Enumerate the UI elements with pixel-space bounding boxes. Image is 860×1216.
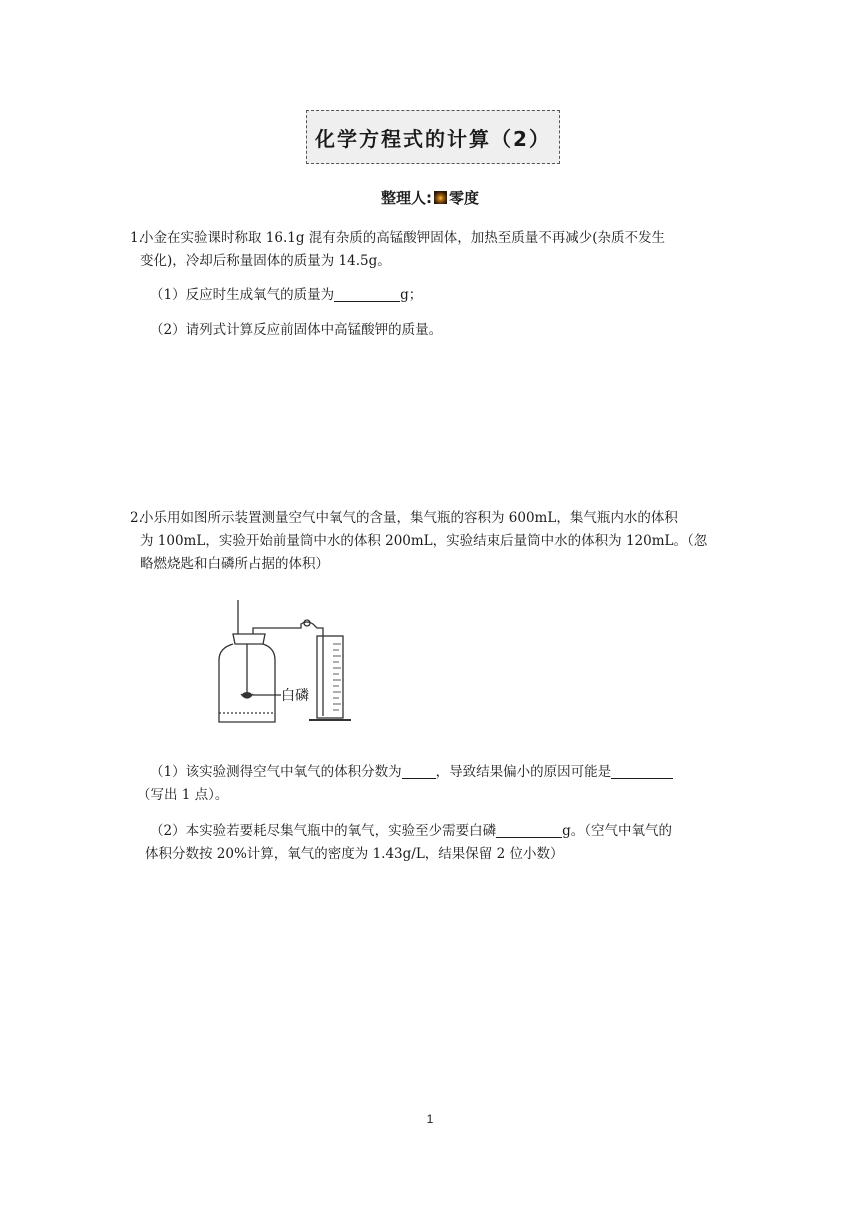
question-1-line-1: 小金在实验课时称取 16.1g 混有杂质的高锰酸钾固体，加热至质量不再减少(杂质不发生 <box>140 230 666 246</box>
question-2 <box>130 507 730 576</box>
organizer-name: 零度 <box>448 189 479 207</box>
question-2-line-1: 小乐用如图所示装置测量空气中氧气的含量，集气瓶的容积为 600mL，集气瓶内水的体积 <box>140 510 678 526</box>
figure-label-white-phosphorus: 白磷 <box>281 688 309 704</box>
question-1-sub-1 <box>150 284 740 307</box>
page-title: 化学方程式的计算（2） <box>315 126 551 151</box>
q2-sub2-post: g。（空气中氧气的 <box>562 823 672 839</box>
question-2-sub-1-line-2 <box>137 784 727 807</box>
question-1 <box>130 227 730 273</box>
q2-sub1-line2: （写出 1 点）。 <box>137 787 229 803</box>
question-2-line-3: 略燃烧匙和白磷所占据的体积） <box>140 556 329 572</box>
experiment-apparatus-figure <box>205 598 365 728</box>
q1-sub1-unit: g； <box>400 287 423 303</box>
q2-sub1-mid: ，导致结果偏小的原因可能是 <box>435 764 612 780</box>
question-2-sub-1 <box>150 761 740 784</box>
question-2-number: 2. <box>130 510 143 526</box>
question-1-sub-2 <box>150 319 740 342</box>
question-2-sub-2 <box>150 820 740 843</box>
q2-sub2-answer-blank[interactable] <box>496 823 562 838</box>
q2-sub1-answer-blank-2[interactable] <box>611 764 673 779</box>
question-1-number: 1. <box>130 230 143 246</box>
q1-sub2-text: （2）请列式计算反应前固体中高锰酸钾的质量。 <box>150 322 443 338</box>
organizer-prefix: 整理人: <box>380 189 432 207</box>
page-number: 1 <box>426 1112 434 1126</box>
organizer-avatar-icon <box>434 191 447 204</box>
question-2-line-2: 为 100mL，实验开始前量筒中水的体积 200mL，实验结束后量筒中水的体积为 120mL。（忽 <box>140 533 708 549</box>
organizer-line <box>0 187 860 208</box>
q2-sub1-answer-blank-1[interactable] <box>402 764 436 779</box>
q2-sub2-line2: 体积分数按 20%计算，氧气的密度为 1.43g/L，结果保留 2 位小数） <box>145 846 564 862</box>
question-2-sub-2-line-2 <box>145 843 735 866</box>
q2-sub2-text: （2）本实验若要耗尽集气瓶中的氧气，实验至少需要白磷 <box>150 823 497 839</box>
q1-sub1-text: （1）反应时生成氧气的质量为 <box>150 287 335 303</box>
title-box <box>306 110 560 164</box>
question-1-line-2: 变化)，冷却后称量固体的质量为 14.5g。 <box>140 253 391 269</box>
q1-sub1-answer-blank[interactable] <box>334 287 400 302</box>
q2-sub1-text: （1）该实验测得空气中氧气的体积分数为 <box>150 764 402 780</box>
